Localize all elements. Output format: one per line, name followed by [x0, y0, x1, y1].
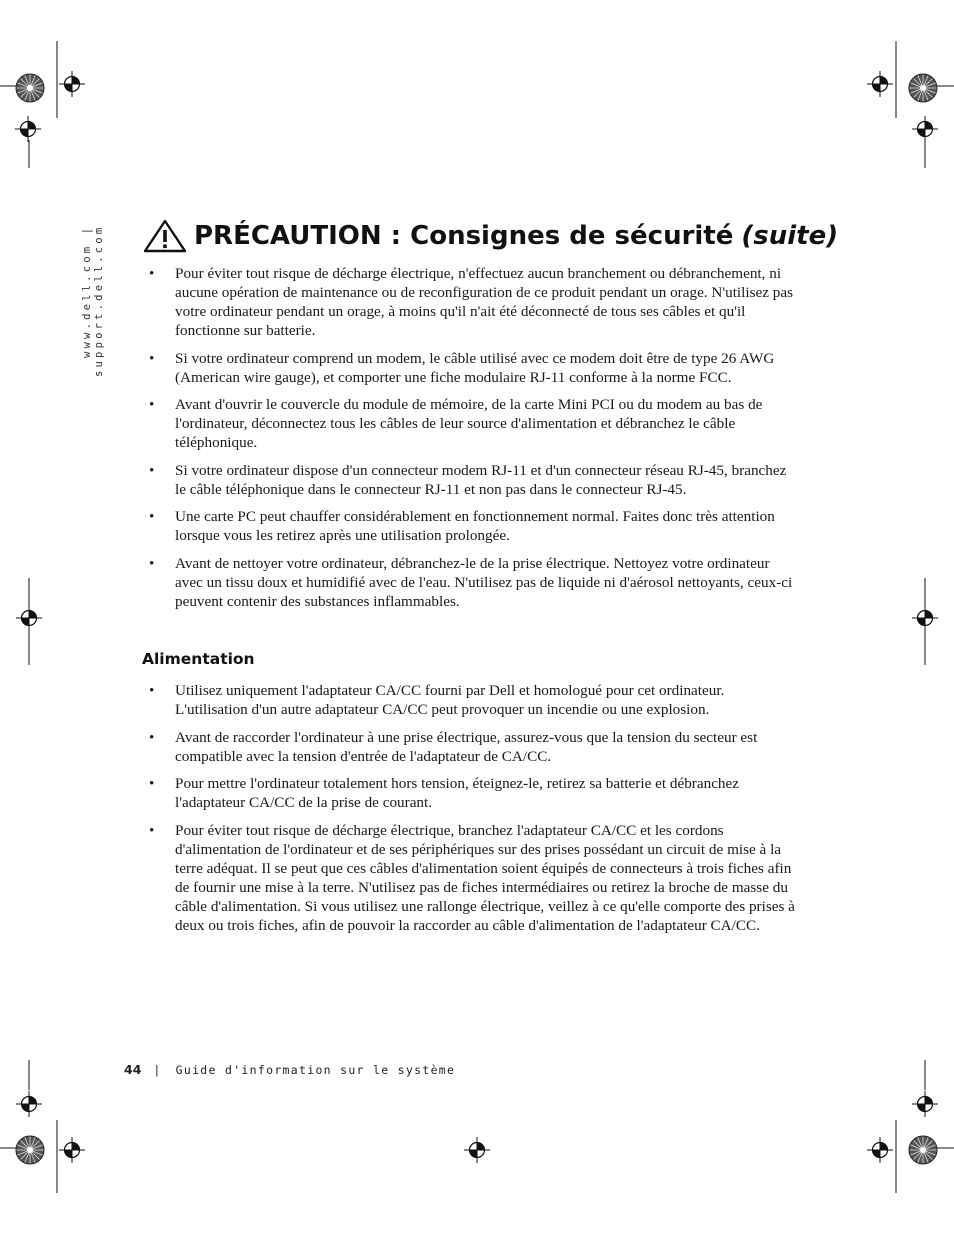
list-item: • Une carte PC peut chauffer considérablement en fonctionnement normal. Faites donc très attention lorsque vous les retirez après une utilisation prolongée.: [148, 507, 798, 545]
safety-bullet-list: [148, 264, 798, 619]
registration-mark-icon: [867, 1137, 893, 1163]
registration-mark-icon: [912, 1091, 938, 1117]
footer-title: Guide d'information sur le système: [175, 1062, 456, 1077]
heading-suite: (suite): [741, 221, 839, 251]
list-item: • Avant de raccorder l'ordinateur à une prise électrique, assurez-vous que la tension du secteur est compatible avec la tension d'entrée de l'adaptateur de CA/CC.: [148, 728, 798, 766]
power-bullet-list: [148, 681, 798, 943]
registration-mark-icon: [464, 1137, 490, 1163]
list-item: • Avant de nettoyer votre ordinateur, débranchez-le de la prise électrique. Nettoyez votre ordinateur avec un tissu doux et humidifié avec de l'eau. N'utilisez pas de liquide ni d'aérosol nettoyants, ceux-ci peuvent contenir des substances inflammables.: [148, 554, 798, 611]
list-item: • Pour éviter tout risque de décharge électrique, n'effectuez aucun branchement ou débranchement, ni aucune opération de maintenance ou de reconfiguration de ce produit pendant un orage. N'utilisez pas votre ordinateur pendant un orage, à moins qu'il n'ait été déconnecté de tous ses câbles et qu'il fonctionne sur batterie.: [148, 264, 798, 340]
registration-mark-icon: [59, 1137, 85, 1163]
page-footer: [124, 1062, 455, 1077]
list-item: • Avant d'ouvrir le couvercle du module de mémoire, de la carte Mini PCI ou du modem au bas de l'ordinateur, déconnectez tous les câbles de leur source d'alimentation et débranchez le câble téléphonique.: [148, 395, 798, 452]
starburst-target-icon: [16, 74, 44, 102]
list-item: • Pour éviter tout risque de décharge électrique, branchez l'adaptateur CA/CC et les cordons d'alimentation de l'ordinateur et de ses périphériques sur des prises possédant un circuit de mise à la terre adéquat. Il se peut que ces câbles d'alimentation soient équipés de connecteurs à trois fiches afin de fournir une mise à la terre. N'utilisez pas de fiches intermédiaires ou retirez la broche de masse du câble d'alimentation. Si vous utilisez une rallonge électrique, veillez à ce qu'elle comporte des prises à deux ou trois fiches, afin de pouvoir la raccorder au câble d'alimentation de l'adaptateur CA/CC.: [148, 821, 798, 935]
section-heading-alimentation: Alimentation: [142, 650, 255, 668]
registration-mark-icon: [912, 116, 938, 142]
registration-mark-icon: [867, 71, 893, 97]
list-item: • Si votre ordinateur dispose d'un connecteur modem RJ-11 et d'un connecteur réseau RJ-45, branchez le câble téléphonique dans le connecteur RJ-11 et non pas dans le connecteur RJ-45.: [148, 461, 798, 499]
page-heading: [142, 218, 838, 254]
list-item: • Utilisez uniquement l'adaptateur CA/CC fourni par Dell et homologué pour cet ordinateur. L'utilisation d'un autre adaptateur CA/CC peut provoquer un incendie ou une explosion.: [148, 681, 798, 719]
registration-mark-icon: [59, 71, 85, 97]
warning-triangle-icon: [142, 218, 188, 254]
footer-separator: |: [153, 1062, 162, 1077]
registration-mark-icon: [912, 605, 938, 631]
list-item: • Pour mettre l'ordinateur totalement hors tension, éteignez-le, retirez sa batterie et débranchez l'adaptateur CA/CC de la prise de courant.: [148, 774, 798, 812]
starburst-target-icon: [16, 1136, 44, 1164]
starburst-target-icon: [909, 74, 937, 102]
registration-mark-icon: [16, 1091, 42, 1117]
page-number: 44: [124, 1062, 142, 1077]
registration-mark-icon: [15, 116, 41, 142]
starburst-target-icon: [909, 1136, 937, 1164]
registration-mark-icon: [16, 605, 42, 631]
side-url-text: www.dell.com | support.dell.com: [81, 225, 105, 378]
list-item: • Si votre ordinateur comprend un modem, le câble utilisé avec ce modem doit être de type 26 AWG (American wire gauge), et comporter une fiche modulaire RJ-11 conforme à la norme FCC.: [148, 349, 798, 387]
heading-title: PRÉCAUTION : Consignes de sécurité: [194, 221, 734, 251]
